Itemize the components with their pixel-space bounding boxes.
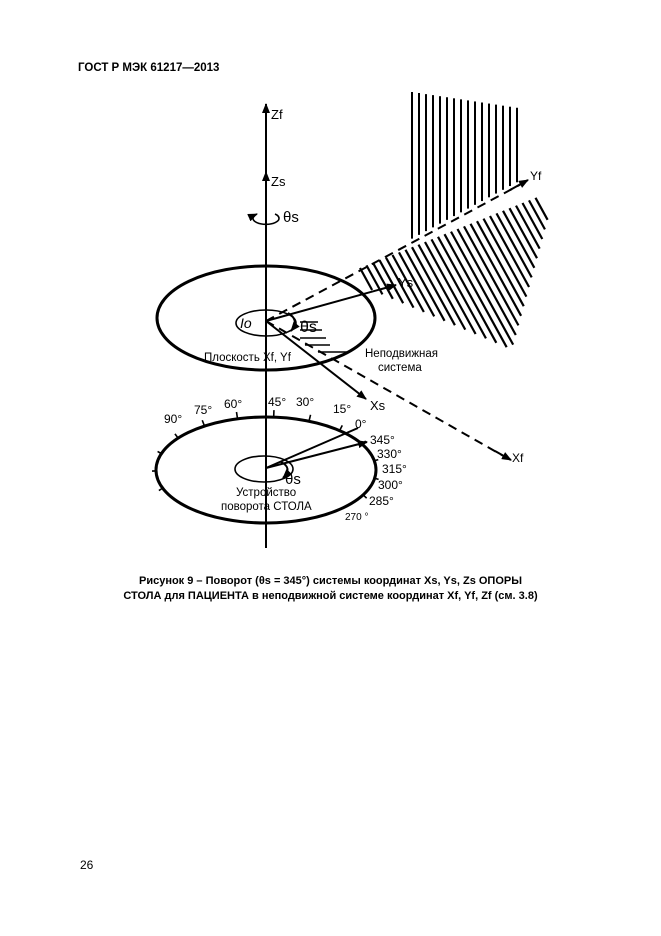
zf-label: Zf: [271, 107, 283, 122]
hatch-line: [529, 200, 545, 229]
caption-line-1: Рисунок 9 – Поворот (θs = 345°) системы координат Xs, Ys, Zs ОПОРЫ: [138, 575, 522, 587]
hatch-line: [464, 226, 518, 325]
scale-75: 75°: [194, 403, 213, 417]
scale-60: 60°: [224, 397, 243, 411]
scale-tick: [236, 412, 237, 419]
scale-300: 300°: [378, 478, 403, 492]
device-label-2: поворота СТОЛА: [221, 501, 312, 513]
scale-tick: [158, 451, 162, 453]
scale-315: 315°: [382, 462, 407, 476]
xs-label: Xs: [370, 398, 386, 413]
hatch-line: [471, 224, 522, 316]
hatch-line: [425, 242, 476, 334]
xf-label: Xf: [512, 451, 524, 465]
scale-270: 270 °: [345, 512, 369, 523]
scale-330: 330°: [377, 447, 402, 461]
figure-caption: [60, 574, 601, 604]
scale-285: 285°: [369, 494, 394, 508]
device-label-1: Устройство: [236, 487, 297, 499]
scale-45: 45°: [268, 395, 287, 409]
hatch-line: [451, 232, 513, 345]
hatch-line: [503, 211, 534, 268]
scale-tick: [363, 495, 367, 498]
hatch-line: [445, 234, 507, 347]
scale-30: 30°: [296, 395, 315, 409]
scale-tick: [159, 488, 163, 490]
fixed-system-label-1: Неподвижная: [365, 348, 438, 360]
plane-label: Плоскость Xf, Yf: [204, 352, 291, 364]
page-number: 26: [80, 858, 94, 872]
scale-345: 345°: [370, 433, 395, 447]
hatch-line: [490, 216, 529, 287]
ys-label: Ys: [398, 275, 414, 290]
theta-bottom-label: θs: [285, 471, 301, 488]
zs-label: Zs: [271, 174, 286, 189]
theta-top-label: θs: [283, 209, 299, 226]
caption-line-2: СТОЛА для ПАЦИЕНТА в неподвижной системе координат Xf, Yf, Zf (см. 3.8): [123, 590, 538, 602]
yf-label: Yf: [530, 169, 542, 183]
scale-0: 0°: [355, 417, 367, 431]
fixed-system-vertical-hatch: [412, 92, 517, 239]
theta-mid-label: θs: [300, 319, 317, 336]
fixed-system-label-2: система: [378, 362, 422, 374]
hatch-line: [432, 239, 486, 338]
scale-15: 15°: [333, 402, 352, 416]
origin-label: Io: [240, 315, 252, 331]
scale-90: 90°: [164, 412, 183, 426]
document-header: ГОСТ Р МЭК 61217—2013: [78, 62, 220, 74]
hatch-line: [510, 208, 538, 258]
